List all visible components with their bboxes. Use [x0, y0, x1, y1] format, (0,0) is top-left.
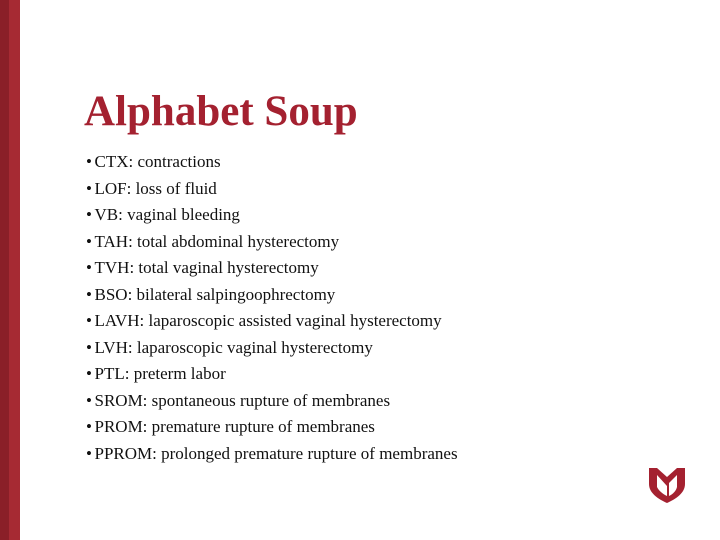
list-item-text: BSO: bilateral salpingoophrectomy — [94, 284, 336, 304]
bullet-glyph: • — [86, 178, 92, 198]
list-item — [86, 202, 458, 229]
sidebar-accent-bar — [0, 0, 20, 540]
list-item — [86, 441, 458, 468]
list-item-text: TVH: total vaginal hysterectomy — [94, 258, 319, 277]
bullet-glyph: • — [86, 311, 92, 330]
list-item — [86, 388, 458, 415]
sidebar-accent-stripe — [0, 0, 9, 540]
list-item-text: TAH: total abdominal hysterectomy — [94, 231, 340, 251]
list-item-text: LAVH: laparoscopic assisted vaginal hysterectomy — [94, 311, 442, 330]
bullet-glyph: • — [86, 443, 92, 463]
bullet-list — [86, 149, 458, 467]
bullet-glyph: • — [86, 231, 92, 251]
list-item — [86, 308, 458, 335]
list-item — [86, 255, 458, 282]
bullet-glyph: • — [86, 258, 92, 277]
list-item — [86, 282, 458, 309]
list-item-text: VB: vaginal bleeding — [94, 205, 240, 224]
bullet-glyph: • — [86, 364, 92, 383]
bullet-glyph: • — [86, 417, 92, 436]
list-item-text: LOF: loss of fluid — [94, 178, 217, 198]
list-item-text: SROM: spontaneous rupture of membranes — [94, 390, 391, 410]
bullet-glyph: • — [86, 284, 92, 304]
bullet-glyph: • — [86, 152, 92, 171]
list-item — [86, 335, 458, 362]
list-item-text: CTX: contractions — [94, 152, 221, 171]
list-item — [86, 361, 458, 388]
list-item-text: PROM: premature rupture of membranes — [94, 417, 375, 436]
list-item-text: LVH: laparoscopic vaginal hysterectomy — [94, 337, 373, 357]
list-item — [86, 176, 458, 203]
list-item — [86, 414, 458, 441]
university-shield-logo-icon — [648, 462, 686, 504]
list-item-text: PTL: preterm labor — [94, 364, 226, 383]
list-item — [86, 229, 458, 256]
list-item — [86, 149, 458, 176]
bullet-glyph: • — [86, 390, 92, 410]
bullet-glyph: • — [86, 205, 92, 224]
bullet-glyph: • — [86, 337, 92, 357]
list-item-text: PPROM: prolonged premature rupture of membranes — [94, 443, 458, 463]
slide-title: Alphabet Soup — [84, 88, 358, 135]
